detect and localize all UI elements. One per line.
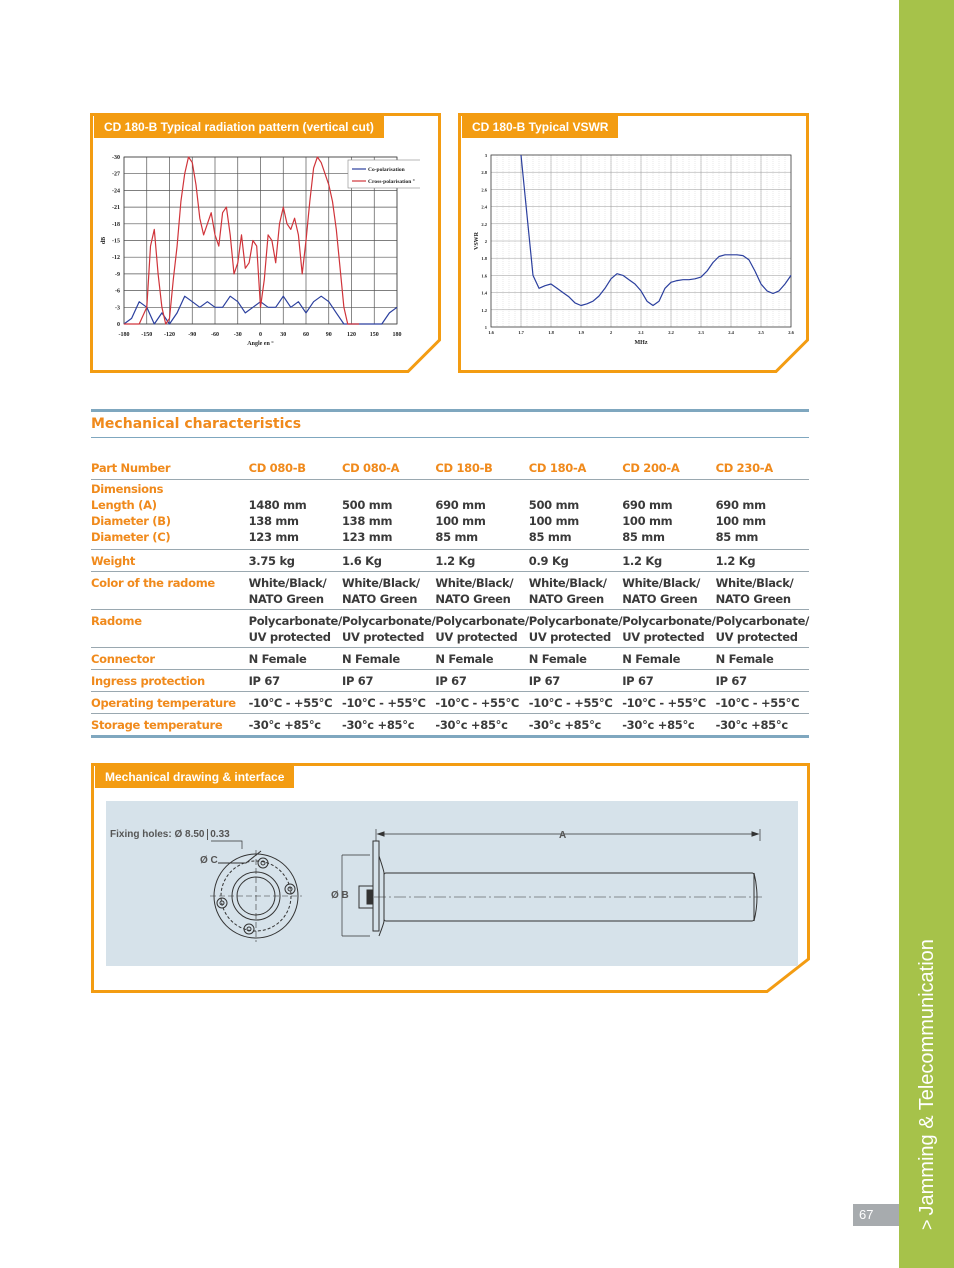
table-row	[91, 692, 809, 714]
y-tick-label: 2.6	[481, 187, 487, 193]
table-row	[91, 670, 809, 692]
table-cell: -30°c +85°c	[435, 714, 528, 737]
diameter-b-label: Ø B	[331, 890, 349, 901]
table-row	[91, 550, 809, 572]
table-cell: -10°C - +55°C	[716, 692, 809, 714]
table-cell: 1.2 Kg	[435, 550, 528, 572]
table-cell: 500 mm 100 mm 85 mm	[529, 480, 622, 550]
x-tick-label: 30	[280, 332, 287, 338]
row-label: Storage temperature	[91, 714, 249, 737]
x-axis-label: MHz	[634, 340, 648, 346]
row-label: Connector	[91, 648, 249, 670]
row-label: Ingress protection	[91, 670, 249, 692]
table-cell: N Female	[249, 648, 342, 670]
drawing-panel-title: Mechanical drawing & interface	[95, 766, 294, 788]
series-line	[521, 155, 791, 306]
section-rule-bottom	[91, 437, 809, 438]
y-tick-label: -30	[112, 155, 120, 161]
row-label: Dimensions Length (A) Diameter (B) Diameter (C)	[91, 480, 249, 550]
table-cell: 1.2 Kg	[622, 550, 715, 572]
table-cell: -30°c +85°c	[622, 714, 715, 737]
table-cell: IP 67	[716, 670, 809, 692]
table-cell: N Female	[529, 648, 622, 670]
x-tick-label: -60	[211, 332, 219, 338]
radiation-pattern-chart	[100, 145, 420, 355]
table-cell: White/Black/ NATO Green	[249, 572, 342, 610]
x-tick-label: -180	[118, 332, 130, 338]
y-tick-label: 0	[117, 322, 120, 328]
y-tick-label: 1.4	[481, 290, 487, 296]
table-cell: IP 67	[342, 670, 435, 692]
table-cell: 500 mm 138 mm 123 mm	[342, 480, 435, 550]
column-header: CD 180-A	[529, 460, 622, 480]
column-header: CD 180-B	[435, 460, 528, 480]
table-cell: 690 mm 100 mm 85 mm	[716, 480, 809, 550]
row-label: Operating temperature	[91, 692, 249, 714]
table-cell: N Female	[716, 648, 809, 670]
table-row	[91, 714, 809, 737]
table-cell: 1.6 Kg	[342, 550, 435, 572]
table-header-row	[91, 460, 809, 480]
table-cell: Polycarbonate/ UV protected	[342, 610, 435, 648]
fixing-holes-label: Fixing holes: Ø 8.50 0.33	[110, 829, 230, 840]
vswr-chart	[466, 145, 800, 350]
page-number: 67	[853, 1204, 899, 1226]
section-rule-top	[91, 409, 809, 412]
legend-label: Cross-polarisation °	[368, 179, 415, 185]
x-tick-label: -150	[141, 332, 153, 338]
table-cell: IP 67	[622, 670, 715, 692]
y-tick-label: -12	[112, 255, 120, 262]
column-header: CD 230-A	[716, 460, 809, 480]
diameter-c-label: Ø C	[200, 855, 218, 866]
chart-legend	[348, 160, 420, 188]
table-cell: White/Black/ NATO Green	[529, 572, 622, 610]
x-tick-label: 0	[259, 332, 262, 338]
y-tick-label: 1.6	[481, 273, 487, 279]
table-cell: -10°C - +55°C	[622, 692, 715, 714]
y-tick-label: -18	[112, 221, 120, 228]
column-header: Part Number	[91, 460, 249, 480]
table-cell: IP 67	[529, 670, 622, 692]
y-tick-label: 2.4	[481, 204, 487, 210]
x-tick-label: 1.8	[548, 330, 554, 335]
table-cell: White/Black/ NATO Green	[622, 572, 715, 610]
table-row	[91, 572, 809, 610]
table-cell: -10°C - +55°C	[249, 692, 342, 714]
y-tick-label: 3	[484, 153, 487, 158]
table-cell: N Female	[622, 648, 715, 670]
y-tick-label: 1.8	[481, 256, 487, 262]
table-cell: Polycarbonate/ UV protected	[249, 610, 342, 648]
legend-label: Co-polarisation	[368, 167, 405, 173]
x-tick-label: 2.1	[638, 330, 644, 335]
flange-front-view	[210, 841, 302, 942]
y-axis-label: dB	[101, 236, 107, 245]
specs-table	[91, 460, 809, 738]
table-cell: Polycarbonate/ UV protected	[716, 610, 809, 648]
x-axis-label: Angle en °	[247, 341, 274, 347]
x-tick-label: 120	[347, 332, 356, 338]
y-tick-label: -24	[112, 188, 120, 195]
table-cell: N Female	[342, 648, 435, 670]
y-axis-label: VSWR	[474, 231, 480, 251]
row-label: Radome	[91, 610, 249, 648]
x-tick-label: -120	[164, 332, 175, 338]
table-cell: -30°c +85°c	[716, 714, 809, 737]
table-cell: -10°C - +55°C	[529, 692, 622, 714]
column-header: CD 200-A	[622, 460, 715, 480]
table-row	[91, 648, 809, 670]
y-tick-label: -27	[112, 171, 120, 178]
table-cell: 0.9 Kg	[529, 550, 622, 572]
table-cell: -30°c +85°c	[529, 714, 622, 737]
mechanical-drawing	[106, 801, 798, 966]
row-label: Color of the radome	[91, 572, 249, 610]
table-cell: 3.75 kg	[249, 550, 342, 572]
radiation-panel-title: CD 180-B Typical radiation pattern (vertical cut)	[94, 116, 384, 138]
y-tick-label: -6	[115, 288, 120, 295]
table-cell: White/Black/ NATO Green	[342, 572, 435, 610]
table-cell: -10°C - +55°C	[435, 692, 528, 714]
x-tick-label: -90	[188, 332, 197, 338]
y-tick-label: 2	[484, 239, 487, 244]
x-tick-label: 2.2	[668, 330, 674, 335]
x-tick-label: 1.9	[578, 330, 584, 335]
table-cell: 690 mm 100 mm 85 mm	[622, 480, 715, 550]
x-tick-label: 1.7	[518, 330, 524, 335]
table-cell: Polycarbonate/ UV protected	[529, 610, 622, 648]
antenna-side-view	[342, 829, 762, 936]
chevron-right-icon: >	[917, 1219, 937, 1230]
x-tick-label: 2	[609, 330, 613, 335]
table-cell: 1480 mm 138 mm 123 mm	[249, 480, 342, 550]
tolerance-label: 0.33	[207, 829, 229, 840]
side-tab-label: >Jamming & Telecommunication	[916, 939, 938, 1230]
length-a-label: A	[559, 830, 567, 841]
x-tick-label: 2.4	[728, 330, 734, 335]
x-tick-label: 1.6	[488, 330, 494, 335]
table-cell: IP 67	[249, 670, 342, 692]
table-cell: 1.2 Kg	[716, 550, 809, 572]
y-tick-label: -15	[112, 238, 120, 245]
y-tick-label: -21	[112, 205, 120, 212]
table-cell: N Female	[435, 648, 528, 670]
x-tick-label: 180	[392, 332, 402, 338]
y-tick-label: -3	[115, 305, 120, 312]
x-tick-label: 60	[303, 332, 309, 338]
y-tick-label: 2.2	[481, 221, 487, 227]
column-header: CD 080-A	[342, 460, 435, 480]
table-cell: -30°c +85°c	[249, 714, 342, 737]
column-header: CD 080-B	[249, 460, 342, 480]
x-tick-label: 2.3	[698, 330, 704, 335]
table-cell: White/Black/ NATO Green	[435, 572, 528, 610]
table-cell: 690 mm 100 mm 85 mm	[435, 480, 528, 550]
x-tick-label: 90	[325, 332, 332, 338]
vswr-panel-title: CD 180-B Typical VSWR	[462, 116, 618, 138]
row-label: Weight	[91, 550, 249, 572]
table-row	[91, 610, 809, 648]
table-cell: Polycarbonate/ UV protected	[622, 610, 715, 648]
table-cell: Polycarbonate/ UV protected	[435, 610, 528, 648]
y-tick-label: 2.8	[481, 170, 487, 176]
table-cell: IP 67	[435, 670, 528, 692]
x-tick-label: -30	[233, 332, 242, 338]
table-cell: -10°C - +55°C	[342, 692, 435, 714]
table-cell: -30°c +85°c	[342, 714, 435, 737]
section-title: Mechanical characteristics	[91, 416, 302, 432]
y-tick-label: -9	[115, 271, 120, 278]
x-tick-label: 2.5	[758, 330, 764, 335]
y-tick-label: 1.2	[481, 307, 487, 313]
x-tick-label: 2.6	[788, 330, 794, 335]
table-cell: White/Black/ NATO Green	[716, 572, 809, 610]
table-row	[91, 480, 809, 550]
x-tick-label: 150	[369, 332, 379, 338]
y-tick-label: 1	[484, 325, 487, 330]
